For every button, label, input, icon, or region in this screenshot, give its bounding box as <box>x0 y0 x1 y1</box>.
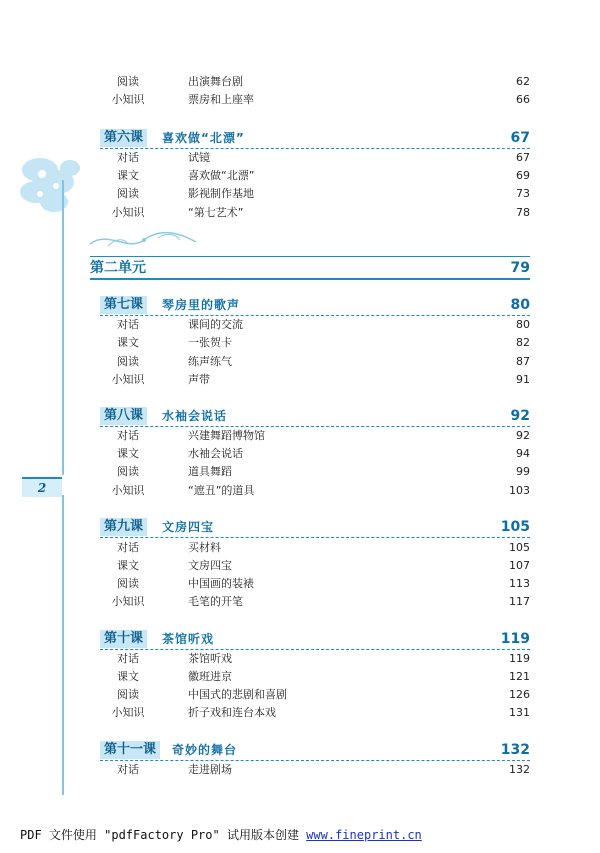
toc-row[interactable] <box>100 446 530 462</box>
entry-title: 兴建舞蹈博物馆 <box>188 429 265 442</box>
toc-row[interactable] <box>100 483 530 499</box>
entry-page: 92 <box>516 429 530 442</box>
entry-title: 中国式的悲剧和喜剧 <box>188 688 287 701</box>
entry-page: 107 <box>509 559 530 572</box>
lesson-title: 喜欢做“北漂” <box>162 131 245 145</box>
lesson-number: 第十课 <box>100 630 147 648</box>
dashed-divider <box>100 649 530 650</box>
footer-link[interactable]: www.fineprint.cn <box>306 828 422 842</box>
entry-type: 课文 <box>117 670 139 683</box>
entry-page: 94 <box>516 447 530 460</box>
entry-page: 67 <box>516 151 530 164</box>
toc-row[interactable] <box>100 92 530 108</box>
entry-type: 阅读 <box>117 465 139 478</box>
lesson-number: 第十一课 <box>100 741 160 759</box>
entry-type: 阅读 <box>117 75 139 88</box>
entry-type: 小知识 <box>111 206 145 219</box>
lesson-page: 92 <box>510 408 530 424</box>
toc-row[interactable] <box>100 651 530 667</box>
lesson-title: 琴房里的歌声 <box>162 298 241 312</box>
entry-page: 132 <box>509 763 530 776</box>
toc-row[interactable] <box>100 687 530 703</box>
toc-row[interactable] <box>100 150 530 166</box>
toc-row[interactable] <box>100 186 530 202</box>
lesson-title: 茶馆听戏 <box>162 632 215 646</box>
lesson-heading[interactable] <box>100 630 530 650</box>
toc-row[interactable] <box>100 205 530 221</box>
entry-page: 73 <box>516 187 530 200</box>
entry-title: 课间的交流 <box>188 318 243 331</box>
lesson-number: 第六课 <box>100 129 147 147</box>
entry-type: 对话 <box>117 151 139 164</box>
entry-type: 对话 <box>117 652 139 665</box>
entry-page: 117 <box>509 595 530 608</box>
entry-type: 课文 <box>117 169 139 182</box>
entry-title: 水袖会说话 <box>188 447 243 460</box>
entry-page: 126 <box>509 688 530 701</box>
dashed-divider <box>100 537 530 538</box>
toc-row[interactable] <box>100 464 530 480</box>
toc-row[interactable] <box>100 354 530 370</box>
lesson-number: 第七课 <box>100 296 147 314</box>
dashed-divider <box>100 426 530 427</box>
entry-title: 一张贺卡 <box>188 336 232 349</box>
entry-page: 80 <box>516 318 530 331</box>
unit-heading[interactable] <box>90 258 530 280</box>
entry-page: 103 <box>509 484 530 497</box>
entry-title: “遮丑”的道具 <box>188 484 255 497</box>
lesson-heading[interactable] <box>100 407 530 427</box>
entry-title: 毛笔的开笔 <box>188 595 243 608</box>
lesson-number: 第八课 <box>100 407 147 425</box>
entry-title: 道具舞蹈 <box>188 465 232 478</box>
toc-row[interactable] <box>100 372 530 388</box>
lesson-heading[interactable] <box>100 129 530 149</box>
entry-title: 票房和上座率 <box>188 93 254 106</box>
entry-page: 99 <box>516 465 530 478</box>
entry-type: 对话 <box>117 318 139 331</box>
toc-row[interactable] <box>100 576 530 592</box>
entry-page: 119 <box>509 652 530 665</box>
lesson-page: 119 <box>500 631 530 647</box>
dashed-divider <box>100 760 530 761</box>
rail-line-lower <box>62 495 64 795</box>
entry-type: 对话 <box>117 763 139 776</box>
entry-page: 62 <box>516 75 530 88</box>
toc-row[interactable] <box>100 168 530 184</box>
entry-type: 阅读 <box>117 688 139 701</box>
footer-text: PDF 文件使用 "pdfFactory Pro" 试用版本创建 <box>20 828 307 842</box>
entry-page: 121 <box>509 670 530 683</box>
entry-type: 小知识 <box>111 706 145 719</box>
entry-type: 阅读 <box>117 577 139 590</box>
lesson-page: 67 <box>510 130 530 146</box>
lesson-title: 奇妙的舞台 <box>172 743 238 757</box>
entry-title: 走进剧场 <box>188 763 232 776</box>
entry-page: 113 <box>509 577 530 590</box>
entry-title: 出演舞台剧 <box>188 75 243 88</box>
dashed-divider <box>100 148 530 149</box>
unit-top-rule <box>90 256 530 257</box>
lesson-heading[interactable] <box>100 741 530 761</box>
entry-type: 小知识 <box>111 93 145 106</box>
toc-row[interactable] <box>100 594 530 610</box>
pdf-footer <box>20 826 422 843</box>
entry-type: 对话 <box>117 429 139 442</box>
lesson-heading[interactable] <box>100 296 530 316</box>
lesson-title: 水袖会说话 <box>162 409 228 423</box>
toc-row[interactable] <box>100 428 530 444</box>
entry-type: 小知识 <box>111 484 145 497</box>
entry-title: 声带 <box>188 373 210 386</box>
entry-page: 87 <box>516 355 530 368</box>
entry-title: 徽班进京 <box>188 670 232 683</box>
entry-type: 对话 <box>117 541 139 554</box>
entry-title: 喜欢做“北漂” <box>188 169 255 182</box>
page-number: 2 <box>22 477 62 497</box>
entry-type: 小知识 <box>111 373 145 386</box>
unit-bottom-rule <box>90 278 530 280</box>
toc-row[interactable] <box>100 762 530 778</box>
entry-page: 69 <box>516 169 530 182</box>
unit-title: 第二单元 <box>90 260 146 276</box>
entry-page: 66 <box>516 93 530 106</box>
entry-page: 78 <box>516 206 530 219</box>
flower-decoration-icon <box>10 140 90 230</box>
entry-title: 文房四宝 <box>188 559 232 572</box>
entry-title: 买材料 <box>188 541 221 554</box>
lesson-number: 第九课 <box>100 518 147 536</box>
entry-title: 试镜 <box>188 151 210 164</box>
lesson-title: 文房四宝 <box>162 520 215 534</box>
toc-row[interactable] <box>100 335 530 351</box>
entry-type: 阅读 <box>117 187 139 200</box>
swirl-ornament-icon <box>88 226 198 254</box>
entry-page: 131 <box>509 706 530 719</box>
toc-row[interactable] <box>100 705 530 721</box>
entry-type: 课文 <box>117 336 139 349</box>
toc-row[interactable] <box>100 558 530 574</box>
entry-title: 练声练气 <box>188 355 232 368</box>
entry-title: “第七艺术” <box>188 206 244 219</box>
entry-type: 阅读 <box>117 355 139 368</box>
lesson-page: 132 <box>500 742 530 758</box>
entry-type: 课文 <box>117 559 139 572</box>
rail-line-upper <box>62 180 64 475</box>
entry-type: 小知识 <box>111 595 145 608</box>
entry-title: 中国画的装裱 <box>188 577 254 590</box>
dashed-divider <box>100 315 530 316</box>
entry-title: 影视制作基地 <box>188 187 254 200</box>
unit-page: 79 <box>510 260 530 276</box>
entry-page: 82 <box>516 336 530 349</box>
toc-row[interactable] <box>100 669 530 685</box>
entry-title: 茶馆听戏 <box>188 652 232 665</box>
lesson-page: 80 <box>510 297 530 313</box>
entry-title: 折子戏和连台本戏 <box>188 706 276 719</box>
lesson-heading[interactable] <box>100 518 530 538</box>
lesson-page: 105 <box>500 519 530 535</box>
toc-row[interactable] <box>100 540 530 556</box>
entry-page: 91 <box>516 373 530 386</box>
entry-type: 课文 <box>117 447 139 460</box>
toc-row[interactable] <box>100 317 530 333</box>
toc-row[interactable] <box>100 74 530 90</box>
entry-page: 105 <box>509 541 530 554</box>
